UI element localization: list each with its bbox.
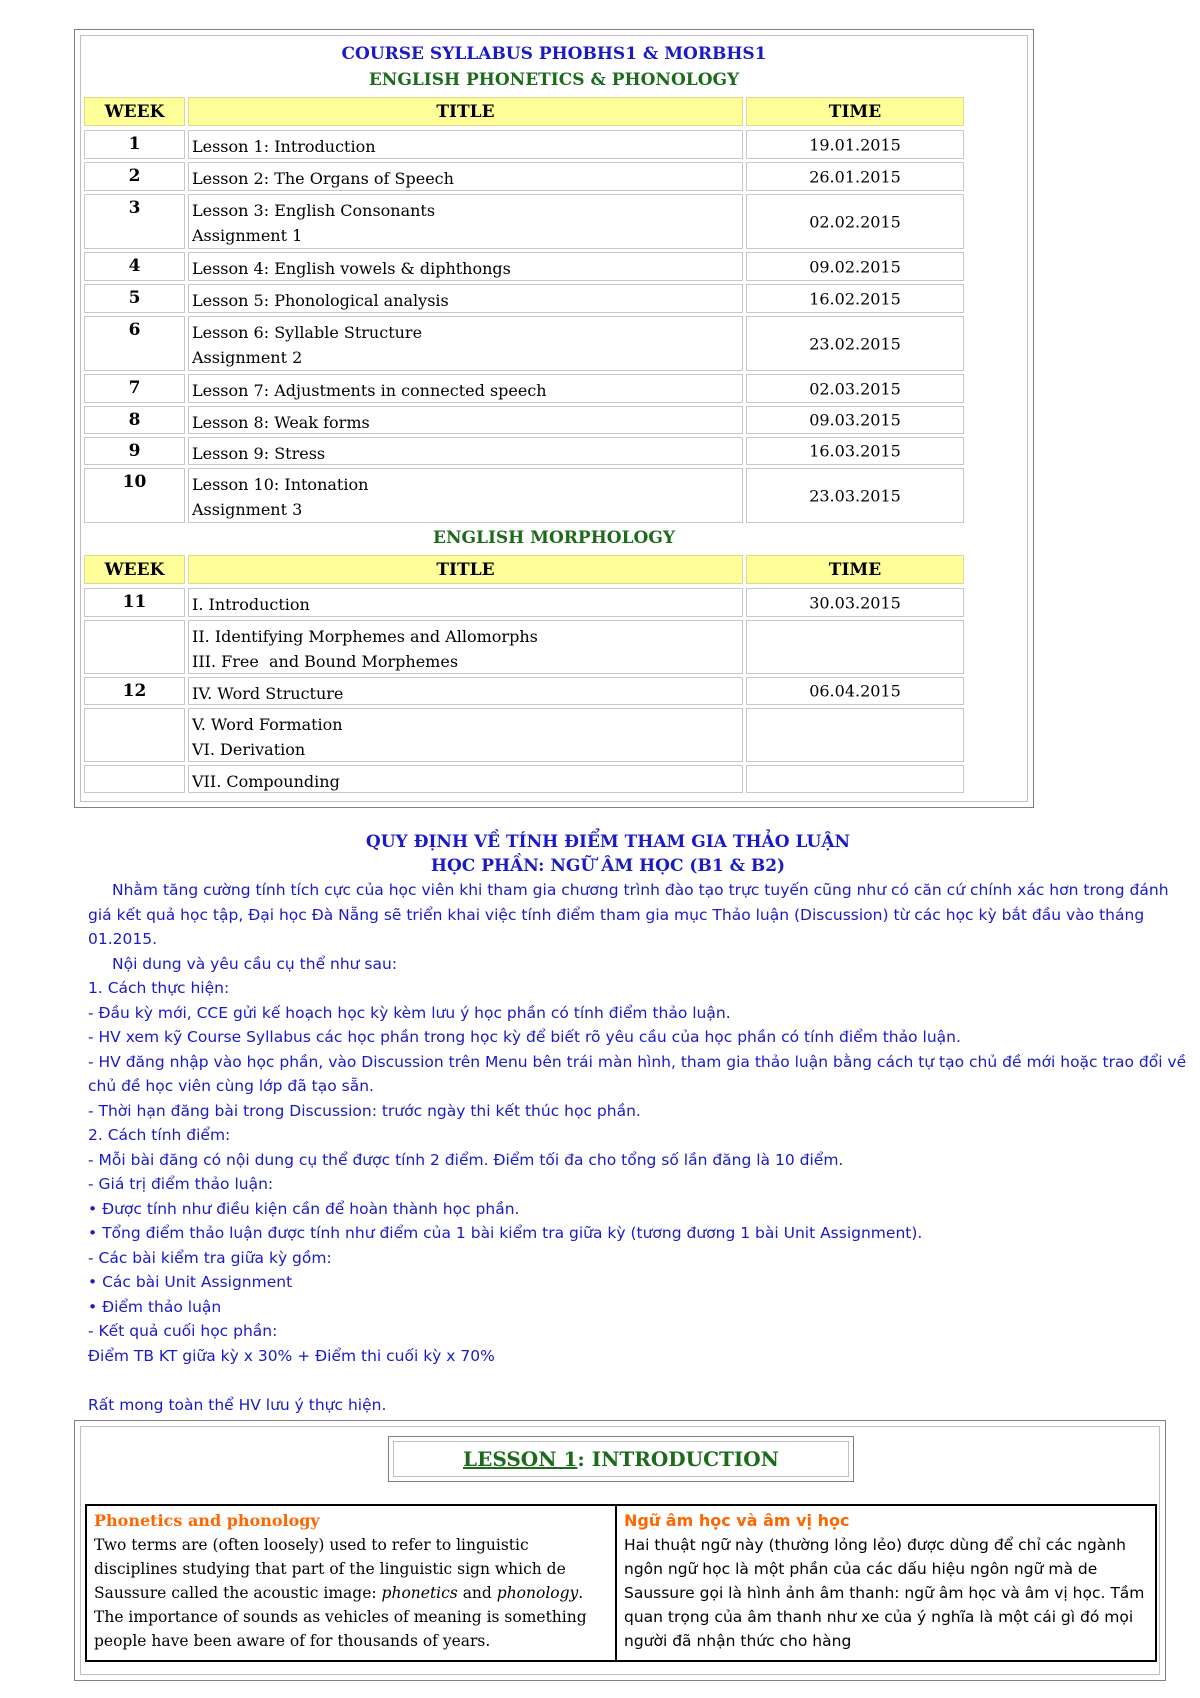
lesson1-title-link[interactable]: LESSON 1 — [463, 1447, 578, 1471]
syllabus-title: COURSE SYLLABUS PHOBHS1 & MORBHS1 — [341, 44, 767, 64]
lesson-date: 02.02.2015 — [809, 212, 901, 231]
header-week: WEEK — [84, 555, 185, 584]
table-row — [84, 468, 964, 523]
morphology-section-title: ENGLISH MORPHOLOGY — [432, 528, 675, 548]
table-row — [84, 708, 964, 762]
time-cell — [746, 374, 964, 403]
title-cell — [188, 708, 743, 762]
time-cell — [746, 130, 964, 159]
table-row — [84, 677, 964, 705]
lesson-date: 23.02.2015 — [809, 334, 901, 353]
table-row — [84, 765, 964, 793]
regulation-line: - HV xem kỹ Course Syllabus các học phần trong học kỳ để biết rõ yêu cầu của học phần có tính điểm thảo luận. — [88, 1028, 961, 1046]
time-cell — [746, 620, 964, 674]
lesson-date: 02.03.2015 — [809, 379, 901, 398]
lesson-date: 09.02.2015 — [809, 257, 901, 276]
lesson-date: 30.03.2015 — [809, 593, 901, 612]
table-row — [84, 316, 964, 371]
lesson-title: Lesson 8: Weak forms — [192, 413, 370, 432]
week-cell: 3 — [84, 194, 185, 249]
lesson1-content-grid — [85, 1504, 1157, 1662]
lesson-title: Lesson 5: Phonological analysis — [192, 291, 449, 310]
lesson-date: 16.02.2015 — [809, 289, 901, 308]
lesson1-title-rest: : INTRODUCTION — [577, 1447, 779, 1471]
header-title: TITLE — [188, 555, 743, 584]
time-cell — [746, 316, 964, 371]
regulation-line: 1. Cách thực hiện: — [88, 979, 230, 997]
table-row — [84, 162, 964, 191]
regulation-intro: Nhằm tăng cường tính tích cực của học viên khi tham gia chương trình đào tạo trực tuyến cũng như có căn cứ chính xác hơn trong đánh giá kết quả học tập, Đại học Đà Nẵng sẽ triển khai việc tính điểm tham gia mục Thảo luận (Discussion) từ các học kỳ bắt đầu vào tháng 01.2015. — [88, 881, 1169, 948]
week-cell: 11 — [84, 588, 185, 617]
lesson1-english-heading: Phonetics and phonology — [94, 1511, 320, 1530]
title-cell — [188, 316, 743, 371]
table-header-row — [84, 97, 964, 126]
table-row — [84, 374, 964, 403]
time-cell — [746, 406, 964, 434]
lesson1-vietnamese-heading: Ngữ âm học và âm vị học — [624, 1511, 850, 1530]
table-row — [84, 130, 964, 159]
title-cell — [188, 284, 743, 313]
time-cell — [746, 765, 964, 793]
header-time: TIME — [746, 555, 964, 584]
title-cell — [188, 620, 743, 674]
lesson-title: VII. Compounding — [192, 772, 340, 791]
lesson-date: 23.03.2015 — [809, 486, 901, 505]
time-cell — [746, 194, 964, 249]
time-cell — [746, 284, 964, 313]
regulation-subtitle: HỌC PHẦN: NGỮ ÂM HỌC (B1 & B2) — [430, 856, 786, 876]
table-row — [84, 194, 964, 249]
week-cell: 4 — [84, 252, 185, 281]
regulation-line: - Kết quả cuối học phần: — [88, 1322, 278, 1340]
lesson1-english-column — [87, 1506, 617, 1660]
lesson-title: Lesson 1: Introduction — [192, 137, 376, 156]
time-cell — [746, 708, 964, 762]
lesson-title: Lesson 10: Intonation Assignment 3 — [192, 475, 369, 519]
title-cell — [188, 677, 743, 705]
lesson-title: Lesson 6: Syllable Structure Assignment 2 — [192, 323, 423, 367]
regulation-line: • Tổng điểm thảo luận được tính như điểm của 1 bài kiểm tra giữa kỳ (tương đương 1 bài Unit Assignment). — [88, 1224, 923, 1242]
lesson-title: II. Identifying Morphemes and Allomorphs III. Free and Bound Morphemes — [192, 627, 538, 671]
lesson-title: Lesson 7: Adjustments in connected speech — [192, 381, 547, 400]
lesson-title: V. Word Formation VI. Derivation — [192, 715, 343, 759]
lesson1-english-text: Two terms are (often loosely) used to refer to linguistic disciplines studying that part of the linguistic sign which de Saussure called the acoustic image: phonetics and phonology. The importance of sounds as vehicles of meaning is something people have been aware of for thousands of years. — [94, 1536, 587, 1650]
lesson1-vietnamese-column — [617, 1506, 1155, 1660]
regulation-line: - Giá trị điểm thảo luận: — [88, 1175, 274, 1193]
header-title: TITLE — [188, 97, 743, 126]
regulation-line: - Đầu kỳ mới, CCE gửi kế hoạch học kỳ kèm lưu ý học phần có tính điểm thảo luận. — [88, 1003, 731, 1022]
week-cell: 8 — [84, 406, 185, 434]
lesson1-title-box — [388, 1436, 854, 1482]
regulation-line: • Được tính như điều kiện cần để hoàn thành học phần. — [88, 1199, 520, 1218]
title-cell — [188, 374, 743, 403]
week-cell: 6 — [84, 316, 185, 371]
table-row — [84, 284, 964, 313]
regulation-line: - HV đăng nhập vào học phần, vào Discussion trên Menu bên trái màn hình, tham gia thảo luận bằng cách tự tạo chủ đề mới hoặc trao đổi về chủ đề học viên cùng lớp đã tạo sẵn. — [88, 1052, 1187, 1095]
week-cell: 12 — [84, 677, 185, 705]
lesson1-vietnamese-text: Hai thuật ngữ này (thường lỏng lẻo) được dùng để chỉ các ngành ngôn ngữ học là một phần của các dấu hiệu ngôn ngữ mà de Saussure gọi là hình ảnh âm thanh: ngữ âm học và âm vị học. Tầm quan trọng của âm thanh như xe của ý nghĩa là một cái gì đó mọi người đã nhận thức cho hàng — [624, 1536, 1145, 1650]
lesson-title: Lesson 2: The Organs of Speech — [192, 169, 454, 188]
lesson-date: 19.01.2015 — [809, 135, 901, 154]
lesson1-title — [393, 1441, 849, 1477]
regulation-intro-2: Nội dung và yêu cầu cụ thể như sau: — [112, 954, 398, 973]
table-header-row — [84, 555, 964, 584]
regulation-line: - Mỗi bài đăng có nội dung cụ thể được tính 2 điểm. Điểm tối đa cho tổng số lần đăng là 10 điểm. — [88, 1150, 844, 1169]
lesson-date: 09.03.2015 — [809, 410, 901, 430]
regulation-title: QUY ĐỊNH VỀ TÍNH ĐIỂM THAM GIA THẢO LUẬN — [365, 832, 851, 852]
table-row — [84, 620, 964, 674]
title-cell — [188, 468, 743, 523]
lesson-date: 16.03.2015 — [809, 441, 901, 461]
week-cell: 9 — [84, 437, 185, 465]
title-cell — [188, 406, 743, 434]
title-cell — [188, 130, 743, 159]
title-cell — [188, 252, 743, 281]
week-cell: 7 — [84, 374, 185, 403]
week-cell — [84, 765, 185, 793]
title-cell — [188, 588, 743, 617]
lesson-date: 06.04.2015 — [809, 681, 901, 701]
week-cell — [84, 708, 185, 762]
title-cell — [188, 162, 743, 191]
week-cell: 1 — [84, 130, 185, 159]
time-cell — [746, 677, 964, 705]
regulation-lines — [88, 976, 1188, 1368]
header-week: WEEK — [84, 97, 185, 126]
table-row — [84, 252, 964, 281]
lesson-title: Lesson 9: Stress — [192, 444, 326, 463]
lesson-title: Lesson 4: English vowels & diphthongs — [192, 259, 511, 278]
time-cell — [746, 162, 964, 191]
syllabus-subtitle: ENGLISH PHONETICS & PHONOLOGY — [368, 70, 740, 90]
regulation-line: Điểm TB KT giữa kỳ x 30% + Điểm thi cuối kỳ x 70% — [88, 1346, 495, 1365]
lesson-title: I. Introduction — [192, 595, 310, 614]
regulation-closing: Rất mong toàn thể HV lưu ý thực hiện. — [88, 1395, 387, 1414]
title-cell — [188, 437, 743, 465]
regulation-line: - Thời hạn đăng bài trong Discussion: trước ngày thi kết thúc học phần. — [88, 1101, 641, 1120]
table-row — [84, 437, 964, 465]
week-cell: 10 — [84, 468, 185, 523]
time-cell — [746, 468, 964, 523]
title-cell — [188, 194, 743, 249]
regulation-line: - Các bài kiểm tra giữa kỳ gồm: — [88, 1248, 332, 1267]
regulation-line: 2. Cách tính điểm: — [88, 1126, 231, 1144]
header-time: TIME — [746, 97, 964, 126]
week-cell: 5 — [84, 284, 185, 313]
regulation-line: • Các bài Unit Assignment — [88, 1273, 293, 1291]
time-cell — [746, 437, 964, 465]
lesson-date: 26.01.2015 — [809, 167, 901, 186]
table-row — [84, 406, 964, 434]
lesson-title: Lesson 3: English Consonants Assignment 1 — [192, 201, 436, 245]
lesson-title: IV. Word Structure — [192, 684, 344, 703]
time-cell — [746, 252, 964, 281]
regulation-section — [88, 830, 1188, 1417]
title-cell — [188, 765, 743, 793]
week-cell: 2 — [84, 162, 185, 191]
time-cell — [746, 588, 964, 617]
week-cell — [84, 620, 185, 674]
regulation-line: • Điểm thảo luận — [88, 1297, 222, 1316]
table-row — [84, 588, 964, 617]
